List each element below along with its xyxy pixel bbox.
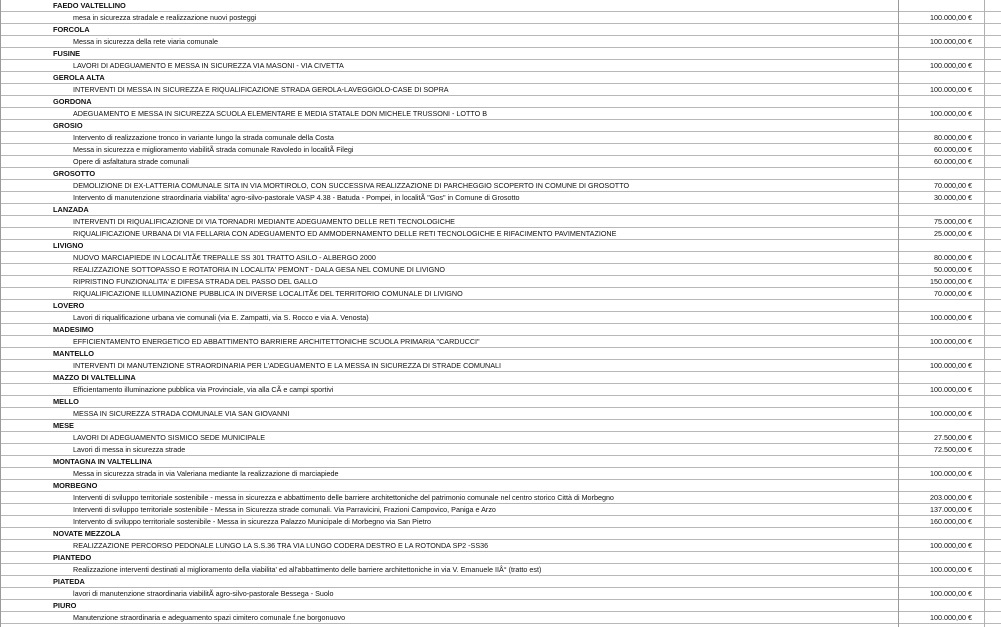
project-description: Messa in sicurezza della rete viaria comunale bbox=[73, 37, 219, 46]
municipality-name: LANZADA bbox=[53, 205, 89, 214]
municipality-name: MANTELLO bbox=[53, 349, 95, 358]
project-amount: 100.000,00 € bbox=[930, 565, 972, 574]
municipality-row[interactable] bbox=[1, 120, 1001, 132]
municipality-name: LIVIGNO bbox=[53, 241, 84, 250]
project-row[interactable] bbox=[1, 156, 1001, 168]
project-row[interactable] bbox=[1, 228, 1001, 240]
municipality-name: PIURO bbox=[53, 601, 77, 610]
project-row[interactable] bbox=[1, 504, 1001, 516]
project-description: mesa in sicurezza stradale e realizzazione nuovi posteggi bbox=[73, 13, 257, 22]
project-row[interactable] bbox=[1, 36, 1001, 48]
project-row[interactable] bbox=[1, 336, 1001, 348]
municipality-row[interactable] bbox=[1, 480, 1001, 492]
municipality-row[interactable] bbox=[1, 300, 1001, 312]
municipality-name: GROSIO bbox=[53, 121, 83, 130]
project-row[interactable] bbox=[1, 276, 1001, 288]
project-description: RIQUALIFICAZIONE URBANA DI VIA FELLARIA CON ADEGUAMENTO ED AMMODERNAMENTO DELLE RETI TECNOLOGICHE E RIFACIMENTO PAVIMENTAZIONE bbox=[73, 229, 617, 238]
municipality-row[interactable] bbox=[1, 48, 1001, 60]
project-row[interactable] bbox=[1, 492, 1001, 504]
municipality-name: PIANTEDO bbox=[53, 553, 92, 562]
project-amount: 70.000,00 € bbox=[934, 289, 972, 298]
municipality-name: FUSINE bbox=[53, 49, 81, 58]
project-row[interactable] bbox=[1, 132, 1001, 144]
project-amount: 100.000,00 € bbox=[930, 37, 972, 46]
municipality-name: LOVERO bbox=[53, 301, 85, 310]
project-row[interactable] bbox=[1, 444, 1001, 456]
project-amount: 100.000,00 € bbox=[930, 541, 972, 550]
project-row[interactable] bbox=[1, 564, 1001, 576]
project-amount: 30.000,00 € bbox=[934, 193, 972, 202]
project-description: NUOVO MARCIAPIEDE IN LOCALITÃ€ TREPALLE SS 301 TRATTO ASILO - ALBERGO 2000 bbox=[73, 253, 376, 262]
project-amount: 100.000,00 € bbox=[930, 385, 972, 394]
municipality-row[interactable] bbox=[1, 204, 1001, 216]
project-description: Efficientamento illuminazione pubblica via Provinciale, via alla CÃ e campi sportivi bbox=[73, 385, 334, 394]
municipality-row[interactable] bbox=[1, 372, 1001, 384]
project-amount: 203.000,00 € bbox=[930, 493, 972, 502]
project-description: REALIZZAZIONE SOTTOPASSO E ROTATORIA IN LOCALITA' PEMONT - DALA GESA NEL COMUNE DI LIVIGNO bbox=[73, 265, 445, 274]
project-amount: 100.000,00 € bbox=[930, 85, 972, 94]
project-description: Messa in sicurezza e miglioramento viabilitÃ strada comunale Ravoledo in localitÃ Filegi bbox=[73, 145, 354, 154]
municipality-row[interactable] bbox=[1, 456, 1001, 468]
municipality-name: GEROLA ALTA bbox=[53, 73, 105, 82]
project-description: Lavori di riqualificazione urbana vie comunali (via E. Zampatti, via S. Rocco e via A. Venosta) bbox=[73, 313, 369, 322]
project-description: INTERVENTI DI RIQUALIFICAZIONE DI VIA TORNADRI MEDIANTE ADEGUAMENTO DELLE RETI TECNOLOGICHE bbox=[73, 217, 455, 226]
project-row[interactable] bbox=[1, 408, 1001, 420]
project-description: MESSA IN SICUREZZA STRADA COMUNALE VIA SAN GIOVANNI bbox=[73, 409, 290, 418]
project-description: LAVORI DI ADEGUAMENTO SISMICO SEDE MUNICIPALE bbox=[73, 433, 266, 442]
municipality-row[interactable] bbox=[1, 324, 1001, 336]
project-description: LAVORI DI ADEGUAMENTO E MESSA IN SICUREZZA VIA MASONI - VIA CIVETTA bbox=[73, 61, 344, 70]
municipality-row[interactable] bbox=[1, 552, 1001, 564]
project-description: Interventi di sviluppo territoriale sostenibile - Messa in Sicurezza strade comunali. Via Parravicini, Frazioni Campovico, Paniga e Arzo bbox=[73, 505, 496, 514]
municipality-row[interactable] bbox=[1, 600, 1001, 612]
municipality-name: MAZZO DI VALTELLINA bbox=[53, 373, 136, 382]
project-amount: 70.000,00 € bbox=[934, 181, 972, 190]
project-row[interactable] bbox=[1, 264, 1001, 276]
project-description: INTERVENTI DI MESSA IN SICUREZZA E RIQUALIFICAZIONE STRADA GEROLA-LAVEGGIOLO-CASE DI SOPRA bbox=[73, 85, 449, 94]
project-row[interactable] bbox=[1, 540, 1001, 552]
municipality-name: MESE bbox=[53, 421, 74, 430]
project-row[interactable] bbox=[1, 252, 1001, 264]
municipality-name: FAEDO VALTELLINO bbox=[53, 1, 126, 10]
project-description: Intervento di sviluppo territoriale sostenibile - Messa in sicurezza Palazzo Municipale di Morbegno via San Pietro bbox=[73, 517, 431, 526]
project-amount: 100.000,00 € bbox=[930, 409, 972, 418]
project-amount: 100.000,00 € bbox=[930, 361, 972, 370]
project-amount: 100.000,00 € bbox=[930, 109, 972, 118]
project-row[interactable] bbox=[1, 384, 1001, 396]
municipality-row[interactable] bbox=[1, 168, 1001, 180]
project-amount: 60.000,00 € bbox=[934, 145, 972, 154]
municipality-name: MELLO bbox=[53, 397, 79, 406]
municipality-name: GROSOTTO bbox=[53, 169, 96, 178]
municipality-row[interactable] bbox=[1, 24, 1001, 36]
project-amount: 150.000,00 € bbox=[930, 277, 972, 286]
project-description: Lavori di messa in sicurezza strade bbox=[73, 445, 186, 454]
project-row[interactable] bbox=[1, 144, 1001, 156]
municipality-row[interactable] bbox=[1, 240, 1001, 252]
project-amount: 100.000,00 € bbox=[930, 61, 972, 70]
project-row[interactable] bbox=[1, 216, 1001, 228]
project-row[interactable] bbox=[1, 360, 1001, 372]
project-description: Intervento di realizzazione tronco in variante lungo la strada comunale della Costa bbox=[73, 133, 334, 142]
project-row[interactable] bbox=[1, 84, 1001, 96]
project-row[interactable] bbox=[1, 516, 1001, 528]
project-row[interactable] bbox=[1, 60, 1001, 72]
project-description: Manutenzione straordinaria e adeguamento spazi cimitero comunale f.ne borgonuovo bbox=[73, 613, 346, 622]
column-divider bbox=[898, 0, 899, 627]
project-amount: 27.500,00 € bbox=[934, 433, 972, 442]
project-row[interactable] bbox=[1, 312, 1001, 324]
municipality-name: MONTAGNA IN VALTELLINA bbox=[53, 457, 153, 466]
municipality-row[interactable] bbox=[1, 348, 1001, 360]
municipality-row[interactable] bbox=[1, 72, 1001, 84]
project-description: RIPRISTINO FUNZIONALITA' E DIFESA STRADA DEL PASSO DEL GALLO bbox=[73, 277, 318, 286]
project-row[interactable] bbox=[1, 180, 1001, 192]
project-amount: 50.000,00 € bbox=[934, 265, 972, 274]
municipality-name: NOVATE MEZZOLA bbox=[53, 529, 121, 538]
project-description: lavori di manutenzione straordinaria viabilitÃ agro-silvo-pastorale Bessega - Suolo bbox=[73, 589, 334, 598]
project-row[interactable] bbox=[1, 288, 1001, 300]
project-description: RIQUALIFICAZIONE ILLUMINAZIONE PUBBLICA IN DIVERSE LOCALITÃ€ DEL TERRITORIO COMUNALE DI LIVIGNO bbox=[73, 289, 463, 298]
project-description: ADEGUAMENTO E MESSA IN SICUREZZA SCUOLA ELEMENTARE E MEDIA STATALE DON MICHELE TRUSSONI - LOTTO B bbox=[73, 109, 488, 118]
municipality-name: PIATEDA bbox=[53, 577, 85, 586]
project-description: Opere di asfaltatura strade comunali bbox=[73, 157, 189, 166]
project-description: Messa in sicurezza strada in via Valeriana mediante la realizzazione di marciapiede bbox=[73, 469, 339, 478]
project-amount: 100.000,00 € bbox=[930, 337, 972, 346]
project-description: Intervento di manutenzione straordinaria viabilita' agro-silvo-pastorale VASP 4.38 - Batuda - Pompei, in localitÃ "Gos" in Comune di Grosotto bbox=[73, 193, 520, 202]
municipality-row[interactable] bbox=[1, 420, 1001, 432]
project-description: Realizzazione interventi destinati al miglioramento della viabilita' ed all'abbattimento delle barriere architettoniche in via V. Emanuele IIÂ° (tratto est) bbox=[73, 565, 542, 574]
project-description: REALIZZAZIONE PERCORSO PEDONALE LUNGO LA S.S.36 TRA VIA LUNGO CODERA DESTRO E LA ROTONDA SP2 -SS36 bbox=[73, 541, 489, 550]
project-row[interactable] bbox=[1, 192, 1001, 204]
project-amount: 100.000,00 € bbox=[930, 613, 972, 622]
project-row[interactable] bbox=[1, 12, 1001, 24]
project-amount: 75.000,00 € bbox=[934, 217, 972, 226]
column-divider-right bbox=[984, 0, 985, 627]
project-amount: 72.500,00 € bbox=[934, 445, 972, 454]
project-description: EFFICIENTAMENTO ENERGETICO ED ABBATTIMENTO BARRIERE ARCHITETTONICHE SCUOLA PRIMARIA "CARDUCCI" bbox=[73, 337, 480, 346]
municipality-name: MADESIMO bbox=[53, 325, 94, 334]
project-description: Interventi di sviluppo territoriale sostenibile - messa in sicurezza e abbattimento delle barriere architettoniche del patrimonio comunale nel centro storico Città di Morbegno bbox=[73, 493, 614, 502]
project-description: INTERVENTI DI MANUTENZIONE STRAORDINARIA PER L'ADEGUAMENTO E LA MESSA IN SICUREZZA DI STRADE COMUNALI bbox=[73, 361, 502, 370]
project-amount: 100.000,00 € bbox=[930, 13, 972, 22]
municipality-row[interactable] bbox=[1, 0, 1001, 12]
project-amount: 137.000,00 € bbox=[930, 505, 972, 514]
municipality-row[interactable] bbox=[1, 576, 1001, 588]
project-amount: 100.000,00 € bbox=[930, 313, 972, 322]
municipality-row[interactable] bbox=[1, 96, 1001, 108]
municipality-name: GORDONA bbox=[53, 97, 92, 106]
project-amount: 100.000,00 € bbox=[930, 469, 972, 478]
municipality-name: MORBEGNO bbox=[53, 481, 98, 490]
municipality-name: FORCOLA bbox=[53, 25, 90, 34]
project-row[interactable] bbox=[1, 612, 1001, 624]
project-row[interactable] bbox=[1, 432, 1001, 444]
municipality-row[interactable] bbox=[1, 528, 1001, 540]
project-amount: 100.000,00 € bbox=[930, 589, 972, 598]
project-row[interactable] bbox=[1, 468, 1001, 480]
project-amount: 160.000,00 € bbox=[930, 517, 972, 526]
project-row[interactable] bbox=[1, 108, 1001, 120]
municipality-row[interactable] bbox=[1, 396, 1001, 408]
project-description: DEMOLIZIONE DI EX-LATTERIA COMUNALE SITA IN VIA MORTIROLO, CON SUCCESSIVA REALIZZAZIONE DI PARCHEGGIO SCOPERTO IN COMUNE DI GROSOTTO bbox=[73, 181, 630, 190]
project-amount: 80.000,00 € bbox=[934, 133, 972, 142]
project-row[interactable] bbox=[1, 588, 1001, 600]
project-amount: 25.000,00 € bbox=[934, 229, 972, 238]
project-amount: 80.000,00 € bbox=[934, 253, 972, 262]
project-amount: 60.000,00 € bbox=[934, 157, 972, 166]
